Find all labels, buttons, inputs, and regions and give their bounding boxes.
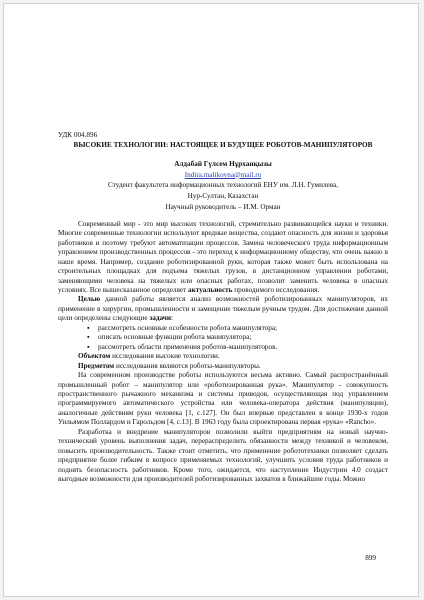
page-number: 899	[365, 554, 376, 562]
subject-term: Предметом	[78, 361, 115, 370]
paragraph-goal	[58, 295, 388, 323]
paragraph-production: На современном производстве роботы используются весьма активно. Самый распространённый промышленный робот – манипулятор или «роботизированная рука». Манипулятор - совокупность пространственного рычажного механизма и системы приводов, осуществляющая под управлением программируемого автоматического устройства или человека-оператора действия (манипуляции), аналогичные действиям руки человека [1, с.127]. Он был впервые представлен в конце 1930-х годов Уильямом Поллардом и Гарольдом [4, с.13]. В 1963 году была спроектирована первая «рука» «Rancho».	[58, 371, 388, 427]
author-affiliation: Студент факультета информационных технологий ЕНУ им. Л.Н. Гумилева,	[107, 181, 339, 190]
list-item: ▪ рассмотреть основные особенности робота манипулятора;	[98, 324, 388, 333]
document-page	[3, 3, 419, 597]
intro-text: Современный мир - это мир высоких технологий, стремительно развивающейся науки и техники. Многие современные технологии используют вредные вещества, создают опасность для жизни и здоровья работников и поэтому требуют автоматизации процессов. Замена человеческого труда информационным управлением производственных процессов - это переход к информационному обществу, что очень важно в наше время. Например, создание роботизированной руки, которая также может быть использована на строительных площадках для подъема тяжелых грузов, в дистанционном управлении роботами, заменяющими человека на тяжелых или опасных работах, позволит заменить человека в опасных условиях. Все вышесказанное определяет	[58, 219, 388, 295]
udk-code: УДК 004.896	[58, 131, 98, 139]
task-list	[58, 324, 388, 352]
object-term: Объектом	[78, 352, 111, 361]
page-content	[58, 131, 388, 485]
intro-end: проводимого исследования.	[234, 286, 320, 295]
paragraph-subject	[58, 362, 388, 371]
object-text: исследования высокие технологии.	[112, 352, 220, 361]
goal-term: Целью	[78, 295, 101, 304]
author-email-link[interactable]: Indira.malikovna@mail.ru	[184, 170, 262, 179]
goal-text: данной работы является анализ возможностей роботизированных манипуляторов, их применение в хирургии, промышленности и замещение тяжелым ручным трудом. Для достижения данной цели определены следующие	[58, 295, 389, 323]
paragraph-intro	[58, 220, 388, 296]
paragraph-object	[58, 352, 388, 361]
author-block	[58, 159, 388, 213]
paragraph-development: Разработка и внедрение манипуляторов позволили выйти предприятиям на новый научно-технический уровень выполнения задач, перераспределить обязанности между техникой и человеком, повысить производительность. Также стоит отметить, что применение робототехники позволяет сделать предприятие более гибким в вопросе применяемых технологий, улучшить условия труда работников и поднять безопасность работников. Кроме того, ожидается, что наступление Индустрии 4.0 создаст выгодные возможности для производителей роботизированных захватов в ближайшие годы. Можно	[58, 427, 388, 484]
article-title: ВЫСОКИЕ ТЕХНОЛОГИИ: НАСТОЯЩЕЕ И БУДУЩЕЕ РОБОТОВ-МАНИПУЛЯТОРОВ	[73, 141, 373, 150]
tasks-term: задачи	[149, 314, 171, 323]
author-name: Алдабай Гүлсем Нұрханқызы	[174, 159, 272, 168]
author-location: Нур-Султан, Казахстан	[187, 192, 259, 201]
supervisor: Научный руководитель – И.М. Орман	[165, 203, 281, 212]
list-item: ▪ рассмотреть области применения роботов-манипуляторов.	[98, 343, 388, 352]
tasks-colon: :	[170, 314, 173, 323]
relevance-term: актуальность	[188, 286, 233, 295]
list-item: ▪ описать основные функции робота манипулятора;	[98, 333, 388, 342]
subject-text: исследования являются роботы-манипуляторы.	[116, 361, 261, 370]
